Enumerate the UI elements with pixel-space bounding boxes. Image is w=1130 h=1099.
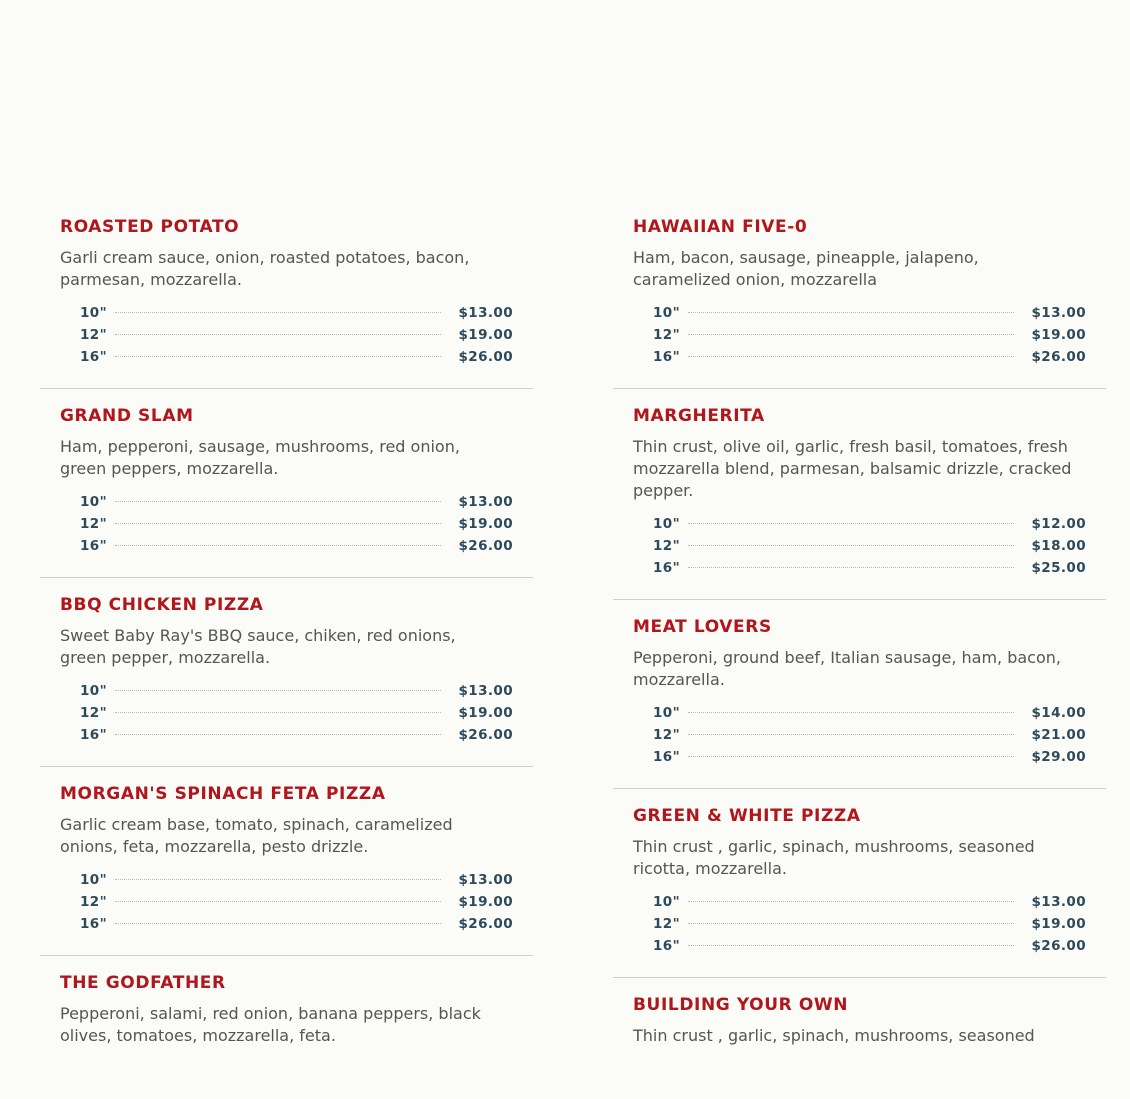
size-price: $13.00 — [458, 683, 513, 699]
dotted-leader — [115, 355, 440, 357]
size-price-row — [653, 324, 1086, 346]
size-price: $13.00 — [458, 305, 513, 321]
size-price: $19.00 — [458, 705, 513, 721]
size-label: 12" — [653, 727, 681, 743]
dotted-leader — [688, 755, 1013, 757]
size-price: $26.00 — [1031, 938, 1086, 954]
dotted-leader — [115, 311, 440, 313]
dotted-leader — [688, 333, 1013, 335]
dotted-leader — [688, 900, 1013, 902]
dotted-leader — [115, 689, 440, 691]
size-price: $13.00 — [1031, 305, 1086, 321]
size-price-row — [653, 891, 1086, 913]
size-price-row — [653, 346, 1086, 368]
menu-item-description: Ham, bacon, sausage, pineapple, jalapeno, caramelized onion, mozzarella — [633, 248, 979, 289]
menu-item-title: ROASTED POTATO — [60, 217, 240, 237]
dotted-leader — [688, 944, 1013, 946]
size-label: 10" — [80, 683, 108, 699]
size-label: 10" — [653, 705, 681, 721]
size-label: 16" — [653, 560, 681, 576]
size-label: 16" — [653, 938, 681, 954]
dotted-leader — [115, 711, 440, 713]
size-price-row — [653, 746, 1086, 768]
menu-item — [40, 956, 533, 1078]
menu-item — [613, 600, 1106, 789]
size-price-row — [653, 724, 1086, 746]
size-price: $19.00 — [458, 516, 513, 532]
size-price-row — [653, 935, 1086, 957]
size-label: 16" — [80, 916, 108, 932]
dotted-leader — [115, 333, 440, 335]
size-label: 10" — [80, 305, 108, 321]
dotted-leader — [688, 711, 1013, 713]
size-price-row — [80, 346, 513, 368]
menu-item — [613, 389, 1106, 600]
menu-item — [613, 789, 1106, 978]
size-price-list — [653, 513, 1086, 579]
size-price-row — [80, 702, 513, 724]
menu-item-description: Sweet Baby Ray's BBQ sauce, chiken, red onions, green pepper, mozzarella. — [60, 626, 456, 667]
menu-item-description: Garli cream sauce, onion, roasted potatoes, bacon, parmesan, mozzarella. — [60, 248, 470, 289]
size-price: $25.00 — [1031, 560, 1086, 576]
size-price-row — [80, 491, 513, 513]
dotted-leader — [688, 733, 1013, 735]
menu-column-right — [613, 200, 1106, 1078]
size-price: $13.00 — [1031, 894, 1086, 910]
dotted-leader — [688, 355, 1013, 357]
size-price: $26.00 — [458, 538, 513, 554]
dotted-leader — [688, 522, 1013, 524]
size-label: 12" — [653, 916, 681, 932]
size-label: 16" — [80, 349, 108, 365]
dotted-leader — [688, 922, 1013, 924]
size-price: $26.00 — [458, 916, 513, 932]
size-label: 16" — [653, 749, 681, 765]
size-label: 10" — [653, 516, 681, 532]
size-label: 12" — [653, 538, 681, 554]
dotted-leader — [115, 544, 440, 546]
menu-item-title: GREEN & WHITE PIZZA — [633, 806, 861, 826]
size-price: $19.00 — [458, 327, 513, 343]
menu-item — [40, 389, 533, 578]
dotted-leader — [115, 922, 440, 924]
size-price: $21.00 — [1031, 727, 1086, 743]
size-label: 10" — [653, 305, 681, 321]
size-price-list — [80, 302, 513, 368]
menu-item-description: Thin crust, olive oil, garlic, fresh basil, tomatoes, fresh mozzarella blend, parmesan, balsamic drizzle, cracked pepper. — [633, 437, 1072, 500]
size-price-row — [653, 557, 1086, 579]
dotted-leader — [115, 733, 440, 735]
size-price-row — [80, 869, 513, 891]
size-label: 12" — [80, 327, 108, 343]
menu-item-title: MORGAN'S SPINACH FETA PIZZA — [60, 784, 386, 804]
size-price-list — [80, 491, 513, 557]
menu-item-title: GRAND SLAM — [60, 406, 194, 426]
size-label: 12" — [80, 894, 108, 910]
dotted-leader — [688, 566, 1013, 568]
menu-item — [613, 200, 1106, 389]
menu-item-title: BUILDING YOUR OWN — [633, 995, 849, 1015]
size-label: 12" — [80, 516, 108, 532]
size-price: $26.00 — [1031, 349, 1086, 365]
size-price-row — [80, 302, 513, 324]
size-price-list — [80, 680, 513, 746]
size-price-list — [653, 702, 1086, 768]
size-label: 16" — [653, 349, 681, 365]
menu-item-title: HAWAIIAN FIVE-0 — [633, 217, 808, 237]
size-price-row — [653, 513, 1086, 535]
menu-item-description: Pepperoni, ground beef, Italian sausage, ham, bacon, mozzarella. — [633, 648, 1061, 689]
size-price-row — [653, 702, 1086, 724]
menu-item-description: Thin crust , garlic, spinach, mushrooms, seasoned ricotta, mozzarella. — [633, 837, 1035, 878]
dotted-leader — [115, 500, 440, 502]
size-price: $12.00 — [1031, 516, 1086, 532]
menu-item — [40, 200, 533, 389]
menu-item — [613, 978, 1106, 1078]
size-price-row — [80, 724, 513, 746]
menu-item — [40, 578, 533, 767]
dotted-leader — [115, 900, 440, 902]
dotted-leader — [115, 522, 440, 524]
size-label: 12" — [80, 705, 108, 721]
menu-item-title: THE GODFATHER — [60, 973, 226, 993]
menu-column-left — [40, 200, 533, 1078]
size-price-row — [80, 513, 513, 535]
menu-item — [40, 767, 533, 956]
size-price-row — [653, 913, 1086, 935]
size-price-list — [653, 891, 1086, 957]
size-price-row — [80, 891, 513, 913]
size-price-row — [80, 913, 513, 935]
size-price: $26.00 — [458, 349, 513, 365]
menu-item-description: Garlic cream base, tomato, spinach, caramelized onions, feta, mozzarella, pesto drizzle. — [60, 815, 453, 856]
size-price: $29.00 — [1031, 749, 1086, 765]
size-price-row — [80, 535, 513, 557]
menu-item-title: MEAT LOVERS — [633, 617, 772, 637]
size-label: 10" — [80, 494, 108, 510]
size-price: $19.00 — [1031, 327, 1086, 343]
size-price: $13.00 — [458, 494, 513, 510]
menu-item-description: Thin crust , garlic, spinach, mushrooms, seasoned — [633, 1026, 1035, 1045]
menu-item-description: Ham, pepperoni, sausage, mushrooms, red onion, green peppers, mozzarella. — [60, 437, 460, 478]
size-price: $19.00 — [1031, 916, 1086, 932]
size-price-row — [653, 535, 1086, 557]
size-price: $19.00 — [458, 894, 513, 910]
size-price: $14.00 — [1031, 705, 1086, 721]
dotted-leader — [115, 878, 440, 880]
size-price: $18.00 — [1031, 538, 1086, 554]
size-price-row — [653, 302, 1086, 324]
size-price-list — [80, 869, 513, 935]
size-label: 10" — [80, 872, 108, 888]
size-price: $13.00 — [458, 872, 513, 888]
dotted-leader — [688, 311, 1013, 313]
menu-item-title: BBQ CHICKEN PIZZA — [60, 595, 264, 615]
size-price: $26.00 — [458, 727, 513, 743]
size-label: 16" — [80, 727, 108, 743]
dotted-leader — [688, 544, 1013, 546]
size-label: 12" — [653, 327, 681, 343]
size-label: 16" — [80, 538, 108, 554]
menu-item-description: Pepperoni, salami, red onion, banana peppers, black olives, tomatoes, mozzarella, feta. — [60, 1004, 481, 1045]
menu-item-title: MARGHERITA — [633, 406, 765, 426]
size-price-row — [80, 680, 513, 702]
size-price-row — [80, 324, 513, 346]
size-label: 10" — [653, 894, 681, 910]
size-price-list — [653, 302, 1086, 368]
